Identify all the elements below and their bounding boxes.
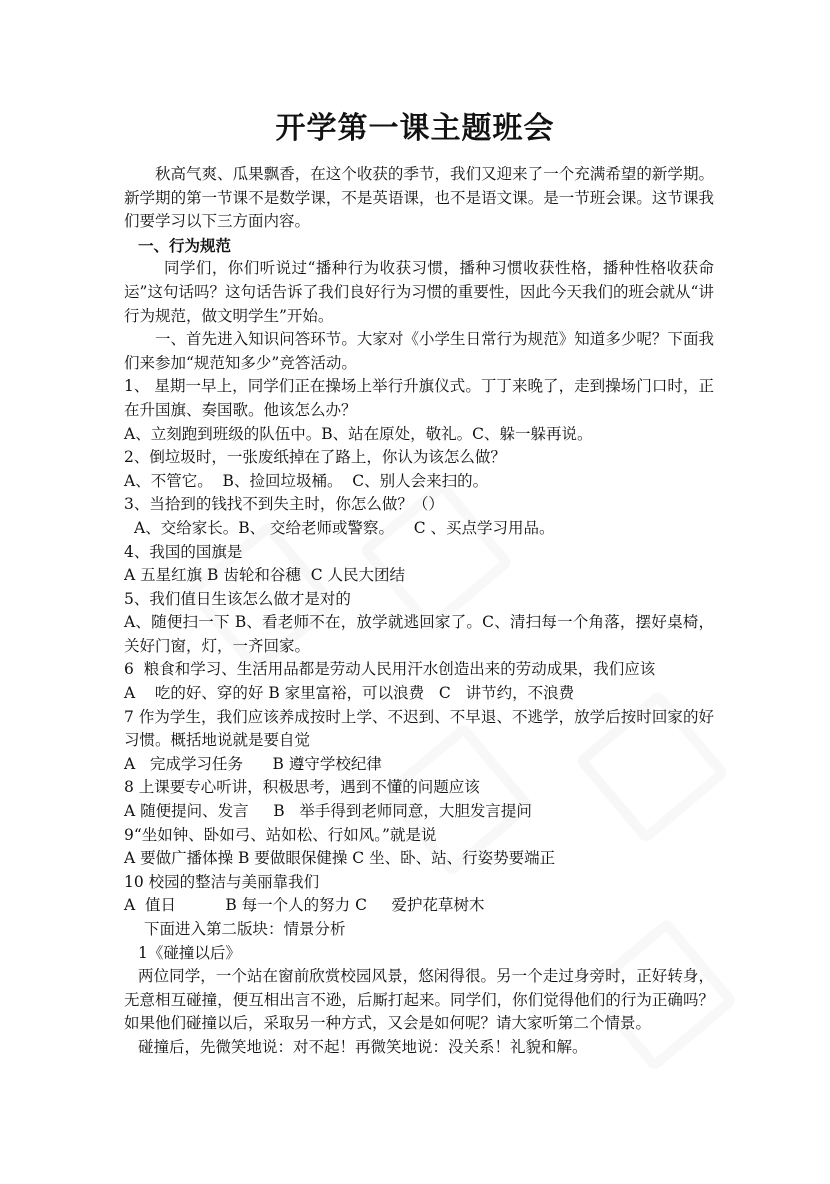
question-7: 7 作为学生，我们应该养成按时上学、不迟到、不早退、不逃学，放学后按时回家的好习惯。概括地说就是要自觉 <box>124 707 714 750</box>
document-title: 开学第一课主题班会 <box>275 111 555 146</box>
question-4: 4、我国的国旗是 <box>124 542 243 561</box>
question-3-options: A、交给家长。B、 交给老师或警察。 C 、买点学习用品。 <box>134 518 555 537</box>
question-9: 9“坐如钟、卧如弓、站如松、行如风。”就是说 <box>124 825 437 844</box>
question-7-options: A 完成学习任务 B 遵守学校纪律 <box>124 754 382 773</box>
intro-paragraph: 秋高气爽、瓜果飘香，在这个收获的季节，我们又迎来了一个充满希望的新学期。新学期的第一节课不是数学课，不是英语课，也不是语文课。是一节班会课。这节课我们要学习以下三方面内容。 <box>124 165 714 231</box>
question-10-options: A 值日 B 每一个人的努力 C 爱护花草树木 <box>124 896 485 915</box>
question-5: 5、我们值日生该怎么做才是对的 <box>124 589 351 608</box>
section-heading-behavior: 一、行为规范 <box>138 235 232 255</box>
question-9-options: A 要做广播体操 B 要做眼保健操 C 坐、卧、站、行姿势要端正 <box>124 849 556 868</box>
scenario-1-resolution: 碰撞后，先微笑地说：对不起！再微笑地说：没关系！礼貌和解。 <box>138 1037 588 1056</box>
question-4-options: A 五星红旗 B 齿轮和谷穗 C 人民大团结 <box>124 566 406 585</box>
question-8-options: A 随便提问、发言 B 举手得到老师同意，大胆发言提问 <box>124 802 532 821</box>
question-10: 10 校园的整洁与美丽靠我们 <box>124 872 320 891</box>
question-5-options: A、随便扫一下 B、看老师不在，放学就逃回家了。C、清扫每一个角落，摆好桌椅，关好门窗，灯，一齐回家。 <box>124 613 714 655</box>
question-8: 8 上课要专心听讲，积极思考，遇到不懂的问题应该 <box>124 778 480 797</box>
question-2-options: A、不管它。 B、捡回垃圾桶。 C、别人会来扫的。 <box>124 471 489 490</box>
question-1-options: A、立刻跑到班级的队伍中。B、站在原处，敬礼。C、躲一躲再说。 <box>124 424 593 443</box>
paragraph-behavior-intro: 同学们，你们听说过“播种行为收获习惯，播种习惯收获性格，播种性格收获命运”这句话吗？这句话告诉了我们良好行为习惯的重要性，因此今天我们的班会就从“讲行为规范，做文明学生”开始。 <box>124 259 714 325</box>
document-body <box>124 163 714 1060</box>
question-2: 2、倒垃圾时，一张废纸掉在了路上，你认为该怎么做？ <box>124 448 506 467</box>
question-6-options: A 吃的好、穿的好 B 家里富裕，可以浪费 C 讲节约，不浪费 <box>124 684 575 703</box>
section-heading-scenario: 下面进入第二版块：情景分析 <box>144 920 346 938</box>
question-1: 1、 星期一早上，同学们正在操场上举行升旗仪式。丁丁来晚了，走到操场门口时，正在升国旗、奏国歌。他该怎么办？ <box>124 377 714 419</box>
question-6: 6 粮食和学习、生活用品都是劳动人民用汗水创造出来的劳动成果，我们应该 <box>124 660 656 679</box>
scenario-1-title: 1《碰撞以后》 <box>138 943 241 962</box>
scenario-1-paragraph: 两位同学，一个站在窗前欣赏校园风景，悠闲得很。另一个走过身旁时，正好转身，无意相互碰撞，便互相出言不逊，后厮打起来。同学们，你们觉得他们的行为正确吗？如果他们碰撞以后，采取另一种方式，又会是如何呢？请大家听第二个情景。 <box>124 967 714 1033</box>
paragraph-quiz-intro: 一、首先进入知识问答环节。大家对《小学生日常行为规范》知道多少呢？下面我们来参加“规范知多少”竞答活动。 <box>124 330 714 372</box>
question-3: 3、当拾到的钱找不到失主时，你怎么做？（） <box>124 495 444 514</box>
